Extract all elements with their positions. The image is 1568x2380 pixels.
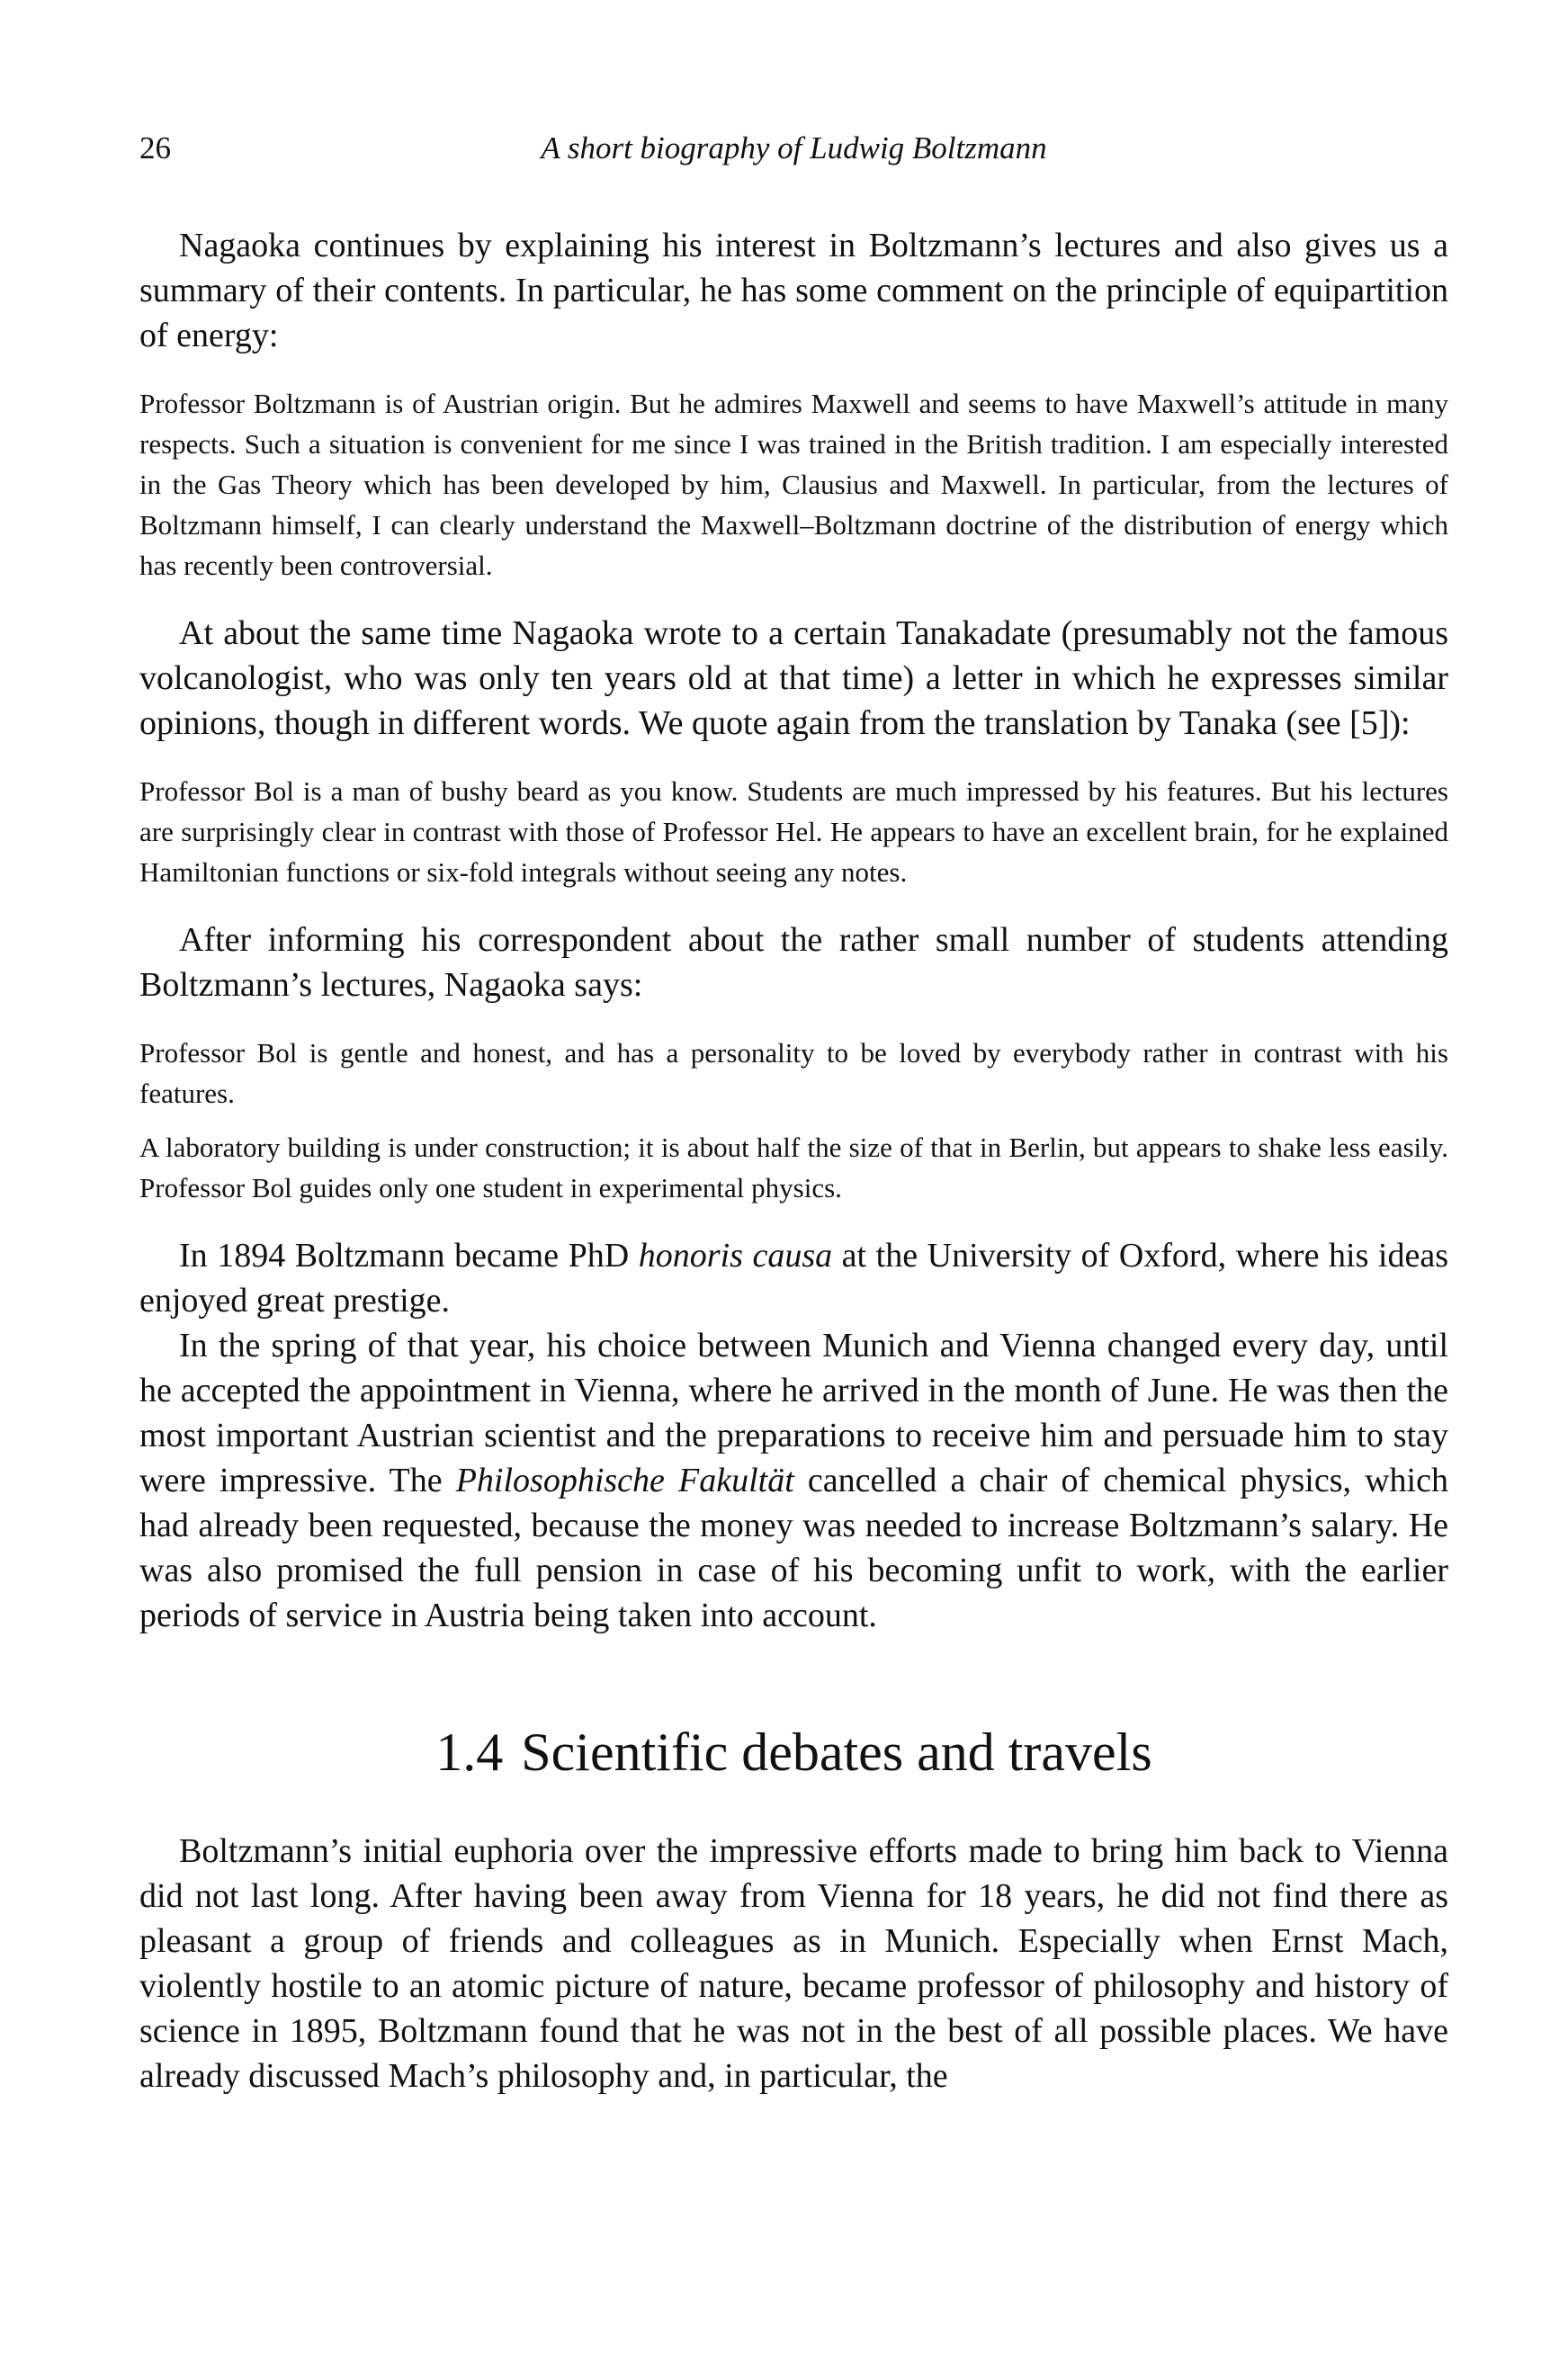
page-body <box>139 223 1448 2098</box>
oxford-text-italic: honoris causa <box>638 1237 833 1275</box>
vienna-text-after: cancelled a chair of chemical physics, which had already been requested, because the money was needed to increase Boltzmann’s salary. He was also promised the full pension in case of his becoming unfit to work, with the earlier periods of service in Austria being taken into account. <box>139 1462 1448 1634</box>
vienna-text-italic: Philosophische Fakultät <box>455 1462 794 1499</box>
oxford-text-after: at the University of Oxford, where his ideas enjoyed great prestige. <box>139 1237 1448 1320</box>
quote-bushy-beard: Professor Bol is a man of bushy beard as you know. Students are much impressed by his features. But his lectures are surprisingly clear in contrast with those of Professor Hel. He appears to have an excellent brain, for he explained Hamiltonian functions or six-fold integrals without seeing any notes. <box>139 775 1448 888</box>
paragraph-nagaoka-interest: Nagaoka continues by explaining his interest in Boltzmann’s lectures and also gives us a summary of their contents. In particular, he has some comment on the principle of equipartition of energy: <box>139 227 1448 354</box>
section-title: Scientific debates and travels <box>521 1722 1152 1782</box>
book-page <box>139 0 1448 2380</box>
running-head <box>139 126 1448 171</box>
quote-gentle-honest: Professor Bol is gentle and honest, and has a personality to be loved by everybody rather in contrast with his features. <box>139 1037 1448 1109</box>
paragraph-initial-euphoria: Boltzmann’s initial euphoria over the impressive efforts made to bring him back to Vienna did not last long. After having been away from Vienna for 18 years, he did not find there as pleasant a group of friends and colleagues as in Munich. Especially when Ernst Mach, violently hostile to an atomic picture of nature, became professor of philosophy and history of science in 1895, Boltzmann found that he was not in the best of all possible places. We have already discussed Mach’s philosophy and, in particular, the <box>139 1832 1448 2095</box>
oxford-text-before: In 1894 Boltzmann became PhD <box>179 1237 639 1275</box>
paragraph-correspondent: After informing his correspondent about the rather small number of students attending Boltzmann’s lectures, Nagaoka says: <box>139 921 1448 1004</box>
section-heading <box>139 1721 1448 1784</box>
paragraph-tanakadate-letter: At about the same time Nagaoka wrote to a certain Tanakadate (presumably not the famous volcanologist, who was only ten years old at that time) a letter in which he expresses similar opinions, though in different words. We quote again from the translation by Tanaka (see [5]): <box>139 614 1448 742</box>
quote-laboratory-building: A laboratory building is under construction; it is about half the size of that in Berlin, but appears to shake less easily. Professor Bol guides only one student in experimental physics. <box>139 1132 1448 1203</box>
section-number: 1.4 <box>435 1722 504 1782</box>
quote-boltzmann-origin: Professor Boltzmann is of Austrian origin. But he admires Maxwell and seems to have Maxwell’s attitude in many respects. Such a situation is convenient for me since I was trained in the British tradition. I am especially interested in the Gas Theory which has been developed by him, Clausius and Maxwell. In particular, from the lectures of Boltzmann himself, I can clearly understand the Maxwell–Boltzmann doctrine of the distribution of energy which has recently been controversial. <box>139 388 1448 581</box>
paragraph-oxford-phd <box>139 1233 1448 1323</box>
paragraph-vienna-appointment <box>139 1323 1448 1638</box>
vienna-text-before: In the spring of that year, his choice between Munich and Vienna changed every day, until he accepted the appointment in Vienna, where he arrived in the month of June. He was then the most important Austrian scientist and the preparations to receive him and persuade him to stay were impressive. The <box>139 1327 1448 1499</box>
running-title: A short biography of Ludwig Boltzmann <box>541 130 1047 166</box>
page-number: 26 <box>139 130 171 166</box>
